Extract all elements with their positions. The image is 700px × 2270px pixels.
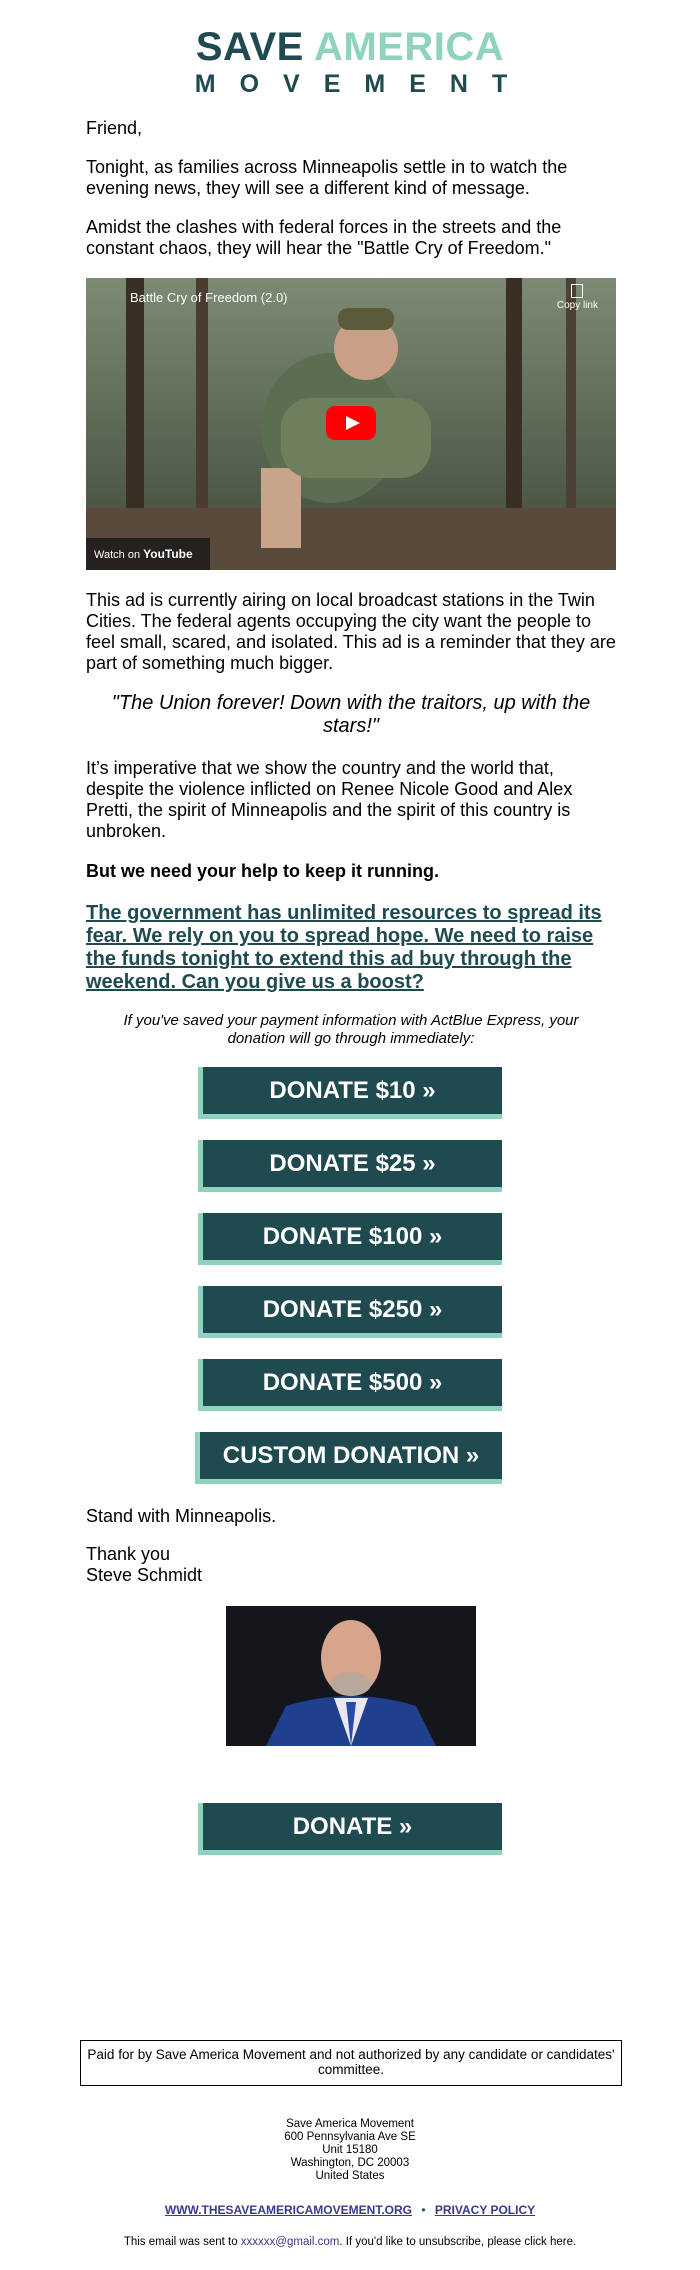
actblue-note: If you've saved your payment information with ActBlue Express, your donation will go through immediately: <box>123 1012 579 1047</box>
donate-500-button[interactable]: DONATE $500 » <box>198 1359 502 1411</box>
copy-link[interactable] <box>557 284 598 311</box>
mailing-address <box>0 2118 700 2183</box>
youtube-logo-text: YouTube <box>143 547 193 561</box>
privacy-policy-link[interactable]: PRIVACY POLICY <box>434 2203 536 2217</box>
recipient-email[interactable]: xxxxxx@gmail.com <box>240 2236 340 2248</box>
address-line: Washington, DC 20003 <box>290 2157 410 2169</box>
signer-photo <box>226 1606 476 1746</box>
website-link[interactable]: WWW.THESAVEAMERICAMOVEMENT.ORG <box>164 2203 412 2217</box>
custom-donation-button[interactable]: CUSTOM DONATION » <box>195 1432 502 1484</box>
address-line: Unit 15180 <box>322 2144 378 2156</box>
address-line: 600 Pennsylvania Ave SE <box>284 2131 416 2143</box>
paragraph-5: But we need your help to keep it running. <box>86 861 440 881</box>
watch-on-youtube[interactable] <box>86 538 210 570</box>
brand-logo <box>0 26 700 98</box>
copy-link-label: Copy link <box>556 300 598 311</box>
play-button-icon[interactable] <box>326 406 376 440</box>
unsubscribe-line <box>0 2236 700 2248</box>
paragraph-3: This ad is currently airing on local broadcast stations in the Twin Cities. The federal agents occupying the city want the people to feel small, scared, and isolated. This ad is a reminder that they are part of something much bigger. <box>86 590 616 673</box>
donate-button[interactable]: DONATE » <box>198 1803 502 1855</box>
quote: "The Union forever! Down with the traitors, up with the stars!" <box>111 692 591 737</box>
logo-word-america: AMERICA <box>313 25 505 69</box>
paragraph-4: It’s imperative that we show the country and the world that, despite the violence inflicted on Renee Nicole Good and Alex Pretti, the spirit of Minneapolis and the spirit of this country is unbroken. <box>86 758 573 841</box>
unsubscribe-text[interactable]: . If you'd like to unsubscribe, please click here. <box>339 2236 577 2248</box>
watch-on-label: Watch on <box>94 549 141 561</box>
greeting: Friend, <box>86 118 143 138</box>
paragraph-2: Amidst the clashes with federal forces in the streets and the constant chaos, they will hear the "Battle Cry of Freedom." <box>86 217 562 258</box>
paragraph-1: Tonight, as families across Minneapolis settle in to watch the evening news, they will see a different kind of message. <box>86 157 568 198</box>
logo-subtitle: MOVEMENT <box>194 70 532 98</box>
donate-10-button[interactable]: DONATE $10 » <box>198 1067 502 1119</box>
paid-for-disclaimer: Paid for by Save America Movement and not authorized by any candidate or candidates' committee. <box>80 2040 622 2086</box>
sent-prefix: This email was sent to <box>123 2236 238 2248</box>
stand-text: Stand with Minneapolis. <box>86 1506 277 1526</box>
logo-word-save: SAVE <box>195 25 304 69</box>
footer-links <box>0 2203 700 2217</box>
copy-icon <box>571 284 583 298</box>
donate-100-button[interactable]: DONATE $100 » <box>198 1213 502 1265</box>
link-separator: • <box>421 2203 426 2217</box>
address-line: Save America Movement <box>286 2118 414 2130</box>
donate-250-button[interactable]: DONATE $250 » <box>198 1286 502 1338</box>
donation-appeal-link[interactable]: The government has unlimited resources to spread its fear. We rely on you to spread hope. We need to raise the funds tonight to extend this ad buy through the weekend. Can you give us a boost? <box>86 902 602 993</box>
donate-25-button[interactable]: DONATE $25 » <box>198 1140 502 1192</box>
signature: Steve Schmidt <box>86 1565 203 1585</box>
address-line: United States <box>315 2170 385 2182</box>
video-title[interactable]: Battle Cry of Freedom (2.0) <box>130 290 288 305</box>
video-embed[interactable] <box>86 278 616 570</box>
thank-you-text: Thank you <box>86 1544 171 1564</box>
